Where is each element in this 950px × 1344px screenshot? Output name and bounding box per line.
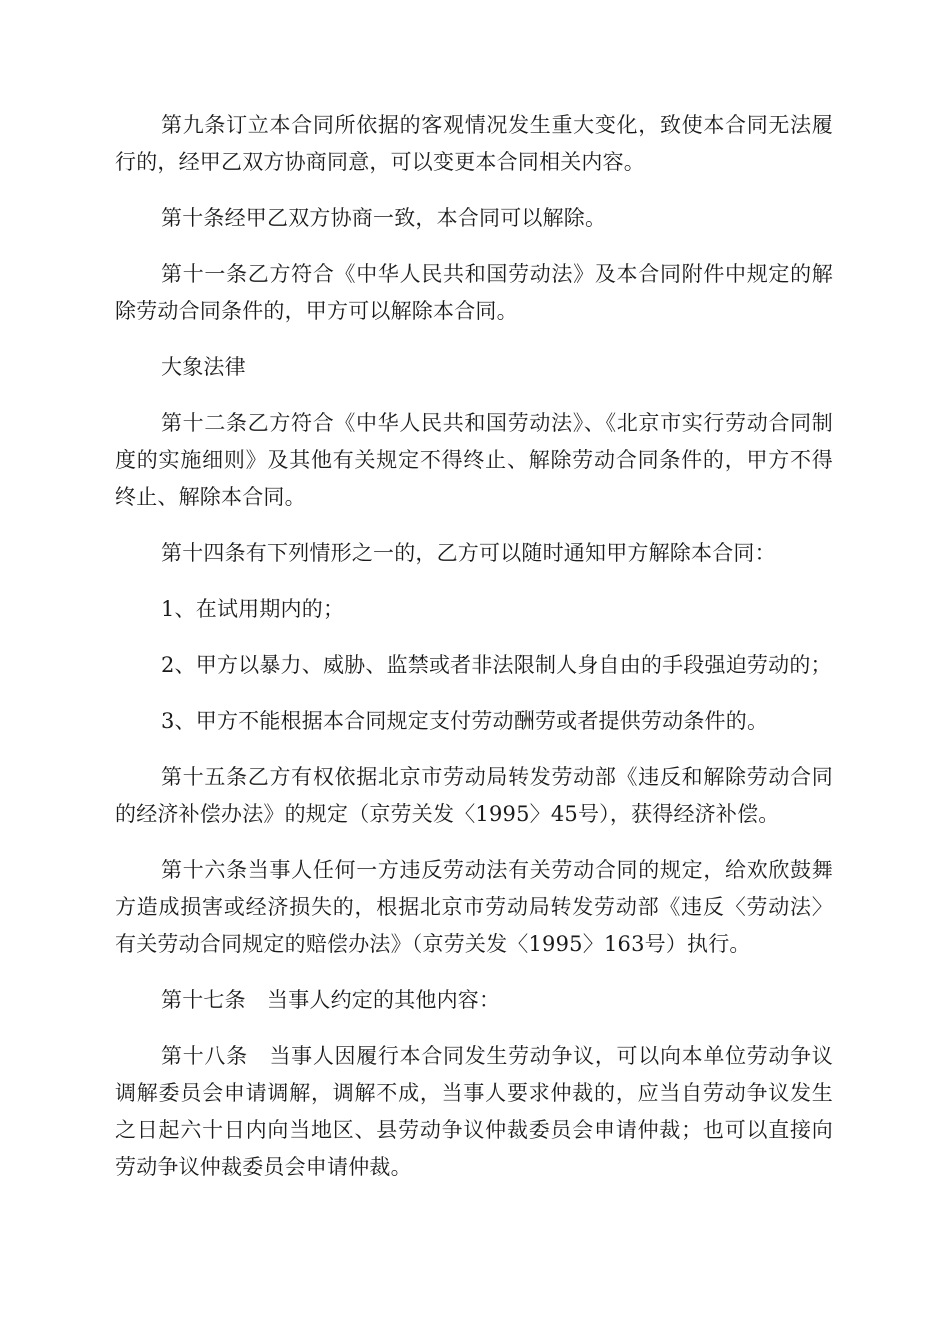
clause-16: 第十六条当事人任何一方违反劳动法有关劳动合同的规定，给欢欣鼓舞方造成损害或经济损失的，根据北京市劳动局转发劳动部《违反〈劳动法〉有关劳动合同规定的赔偿办法》（京劳关发〈1995〉163号）执行。 xyxy=(115,858,833,956)
document-page xyxy=(115,107,833,1205)
clause-14-item-1: 1、在试用期内的； xyxy=(161,597,345,621)
clause-14: 第十四条有下列情形之一的，乙方可以随时通知甲方解除本合同： xyxy=(161,541,776,565)
clause-10: 第十条经甲乙双方协商一致，本合同可以解除。 xyxy=(161,206,607,230)
clause-18: 第十八条 当事人因履行本合同发生劳动争议，可以向本单位劳动争议调解委员会申请调解，调解不成，当事人要求仲裁的，应当自劳动争议发生之日起六十日内向当地区、县劳动争议仲裁委员会申请仲裁；也可以直接向劳动争议仲裁委员会申请仲裁。 xyxy=(115,1044,833,1179)
clause-11: 第十一条乙方符合《中华人民共和国劳动法》及本合同附件中规定的解除劳动合同条件的，甲方可以解除本合同。 xyxy=(115,262,833,323)
clause-9: 第九条订立本合同所依据的客观情况发生重大变化，致使本合同无法履行的，经甲乙双方协商同意，可以变更本合同相关内容。 xyxy=(115,113,833,174)
clause-14-item-3: 3、甲方不能根据本合同规定支付劳动酬劳或者提供劳动条件的。 xyxy=(161,709,769,733)
clause-17: 第十七条 当事人约定的其他内容： xyxy=(161,988,501,1012)
clause-12: 第十二条乙方符合《中华人民共和国劳动法》、《北京市实行劳动合同制度的实施细则》及其他有关规定不得终止、解除劳动合同条件的，甲方不得终止、解除本合同。 xyxy=(115,411,833,509)
clause-15: 第十五条乙方有权依据北京市劳动局转发劳动部《违反和解除劳动合同的经济补偿办法》的规定（京劳关发〈1995〉45号），获得经济补偿。 xyxy=(115,765,833,826)
clause-14-item-2: 2、甲方以暴力、威胁、监禁或者非法限制人身自由的手段强迫劳动的； xyxy=(161,653,832,677)
watermark-text: 大象法律 xyxy=(161,355,246,379)
